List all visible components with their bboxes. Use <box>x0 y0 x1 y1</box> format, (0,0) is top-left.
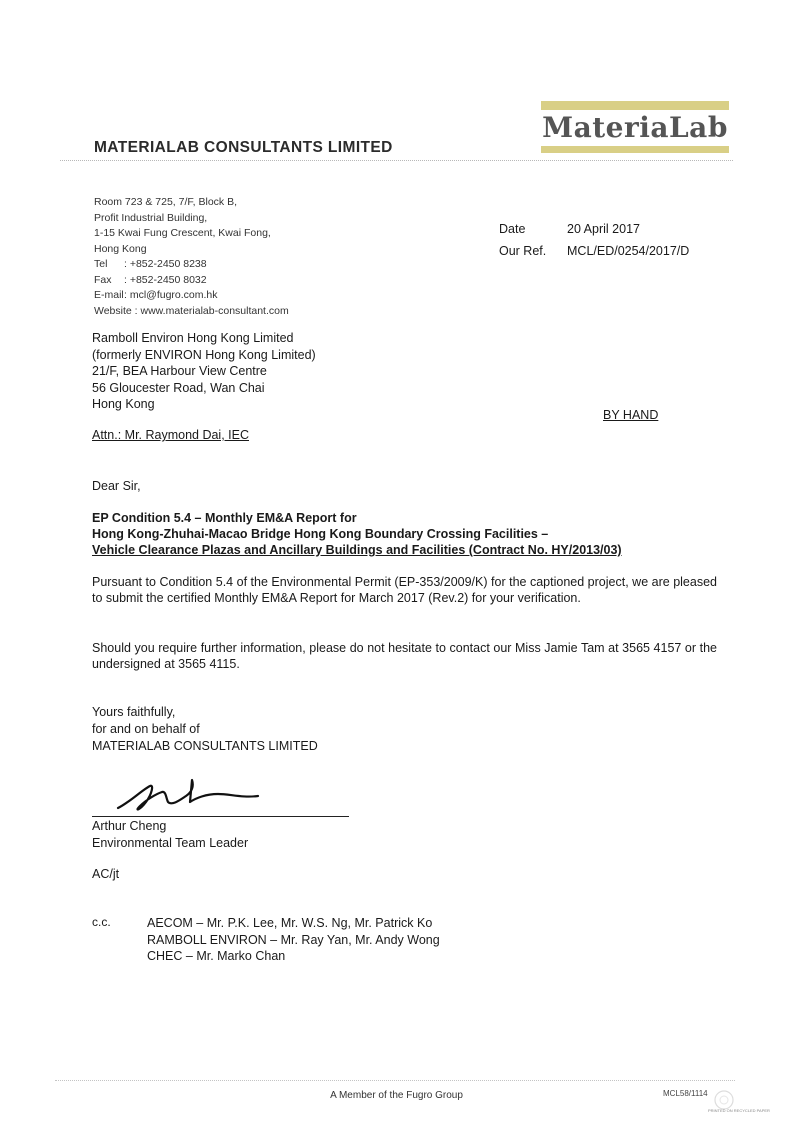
body-paragraph-2: Should you require further information, please do not hesitate to contact our Miss Jamie Tam at 3565 4157 or the undersigned at 3565 4115. <box>92 641 717 671</box>
logo-text: MateriaLab <box>542 111 728 144</box>
form-number: MCL58/1114 <box>663 1089 708 1098</box>
recipient-line: Ramboll Environ Hong Kong Limited <box>92 331 294 345</box>
recipient-address <box>92 330 316 413</box>
address-line: Hong Kong <box>94 242 147 255</box>
website-line: Website : www.materialab-consultant.com <box>94 304 289 317</box>
address-line: 1-15 Kwai Fung Crescent, Kwai Fong, <box>94 227 271 239</box>
date-value: 20 April 2017 <box>567 222 640 236</box>
subject <box>92 510 622 558</box>
subject-line-3: Vehicle Clearance Plazas and Ancillary Buildings and Facilities (Contract No. HY/2013/03) <box>92 543 622 557</box>
body-paragraph-1: Pursuant to Condition 5.4 of the Environmental Permit (EP-353/2009/K) for the captioned project, we are pleased to submit the certified Monthly EM&A Report for March 2017 (Rev.2) for your verification. <box>92 575 717 605</box>
closing <box>92 704 318 755</box>
sender-address <box>94 195 289 319</box>
cc-list <box>147 915 440 965</box>
signer-block <box>92 818 248 851</box>
ref-row <box>499 240 689 262</box>
logo-bar-top <box>541 101 729 110</box>
footer-tagline: A Member of the Fugro Group <box>330 1090 463 1101</box>
subject-line-2: Hong Kong-Zhuhai-Macao Bridge Hong Kong Boundary Crossing Facilities – <box>92 527 549 541</box>
ref-label: Our Ref. <box>499 244 547 258</box>
fax-value: : +852-2450 8032 <box>124 273 207 286</box>
closing-line-1: Yours faithfully, <box>92 705 176 719</box>
cc-entry: RAMBOLL ENVIRON – Mr. Ray Yan, Mr. Andy Wong <box>147 932 440 947</box>
reference-initials: AC/jt <box>92 867 120 881</box>
signer-title: Environmental Team Leader <box>92 835 249 850</box>
salutation: Dear Sir, <box>92 479 141 493</box>
printed-note: PRINTED ON RECYCLED PAPER <box>708 1108 770 1113</box>
recipient-line: 56 Gloucester Road, Wan Chai <box>92 380 265 395</box>
cc-entry: CHEC – Mr. Marko Chan <box>147 949 286 963</box>
recipient-line: (formerly ENVIRON Hong Kong Limited) <box>92 347 316 362</box>
materialab-logo <box>541 101 729 153</box>
tel-label: Tel <box>94 258 108 270</box>
closing-line-3: MATERIALAB CONSULTANTS LIMITED <box>92 739 318 753</box>
signature-line <box>92 816 349 817</box>
ref-value: MCL/ED/0254/2017/D <box>567 244 690 258</box>
subject-line-1: EP Condition 5.4 – Monthly EM&A Report for <box>92 511 357 525</box>
date-label: Date <box>499 222 526 236</box>
attention-line: Attn.: Mr. Raymond Dai, IEC <box>92 428 249 442</box>
address-line: Profit Industrial Building, <box>94 211 208 224</box>
recipient-line: Hong Kong <box>92 397 155 411</box>
fax-label: Fax <box>94 273 112 286</box>
date-row <box>499 218 689 240</box>
cc-label: c.c. <box>92 915 111 929</box>
handwritten-signature <box>110 772 270 822</box>
delivery-method: BY HAND <box>603 408 659 422</box>
footer-divider <box>55 1080 735 1081</box>
cc-entry: AECOM – Mr. P.K. Lee, Mr. W.S. Ng, Mr. Patrick Ko <box>147 916 433 930</box>
tel-value: : +852-2450 8238 <box>124 258 207 270</box>
email-value: : mcl@fugro.com.hk <box>124 289 218 301</box>
closing-line-2: for and on behalf of <box>92 722 200 736</box>
signer-name: Arthur Cheng <box>92 819 167 833</box>
logo-bar-bottom <box>541 146 729 153</box>
email-row <box>94 288 289 304</box>
recipient-line: 21/F, BEA Harbour View Centre <box>92 364 267 378</box>
tel-row <box>94 257 289 273</box>
letter-meta <box>499 218 689 262</box>
email-label: E-mail <box>94 289 124 301</box>
letterhead-divider <box>60 160 733 161</box>
fax-row <box>94 273 289 289</box>
address-line: Room 723 & 725, 7/F, Block B, <box>94 196 237 208</box>
company-name: MATERIALAB CONSULTANTS LIMITED <box>94 139 393 156</box>
